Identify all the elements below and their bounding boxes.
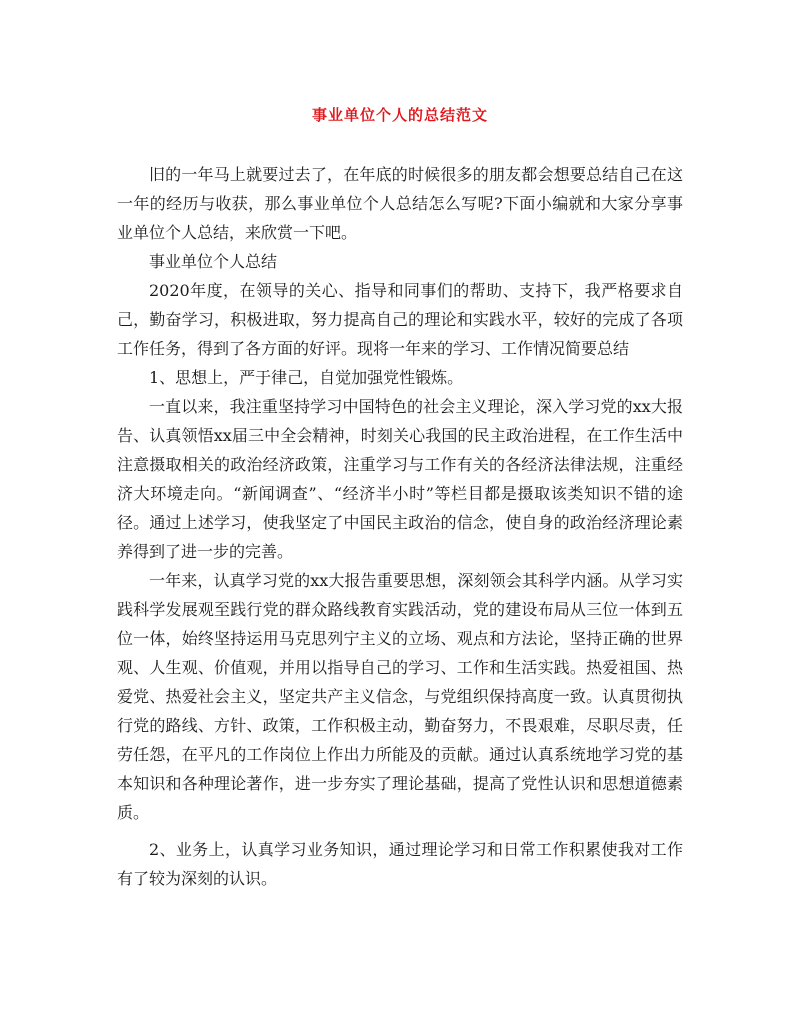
document-title: 事业单位个人的总结范文 [311,106,488,124]
document-body [117,160,683,893]
intro-paragraph: 旧的一年马上就要过去了，在年底的时候很多的朋友都会想要总结自己在这一年的经历与收获，那么事业单位个人总结怎么写呢?下面小编就和大家分享事业单位个人总结，来欣赏一下吧。 [117,165,683,242]
point-one-heading: 1、思想上，严于律己，自觉加强党性锻炼。 [149,368,464,387]
point-two-heading: 2、业务上，认真学习业务知识，通过理论学习和日常工作积累使我对工作有了较为深刻的认识。 [117,840,683,888]
section-heading: 事业单位个人总结 [149,252,278,271]
summary-paragraph: 2020年度，在领导的关心、指导和同事们的帮助、支持下，我严格要求自己，勤奋学习，积极进取，努力提高自己的理论和实践水平，较好的完成了各项工作任务，得到了各方面的好评。现将一年来的学习、工作情况简要总结 [117,281,683,358]
study-paragraph: 一直以来，我注重坚持学习中国特色的社会主义理论，深入学习党的xx大报告、认真领悟xx届三中全会精神，时刻关心我国的民主政治进程，在工作生活中注意摄取相关的政治经济政策，注重学习与工作有关的各经济法律法规，注重经济大环境走向。“新闻调查”、“经济半小时”等栏目都是摄取该类知识不错的途径。通过上述学习，使我坚定了中国民主政治的信念，使自身的政治经济理论素养得到了进一步的完善。 [117,397,683,561]
party-study-paragraph: 一年来，认真学习党的xx大报告重要思想，深刻领会其科学内涵。从学习实践科学发展观至践行党的群众路线教育实践活动，党的建设布局从三位一体到五位一体，始终坚持运用马克思列宁主义的立场、观点和方法论，坚持正确的世界观、人生观、价值观，并用以指导自己的学习、工作和生活实践。热爱祖国、热爱党、热爱社会主义，坚定共产主义信念，与党组织保持高度一致。认真贯彻执行党的路线、方针、政策，工作积极主动，勤奋努力，不畏艰难，尽职尽责，任劳任怨，在平凡的工作岗位上作出力所能及的贡献。通过认真系统地学习党的基本知识和各种理论著作，进一步夯实了理论基础，提高了党性认识和思想道德素质。 [117,571,683,822]
